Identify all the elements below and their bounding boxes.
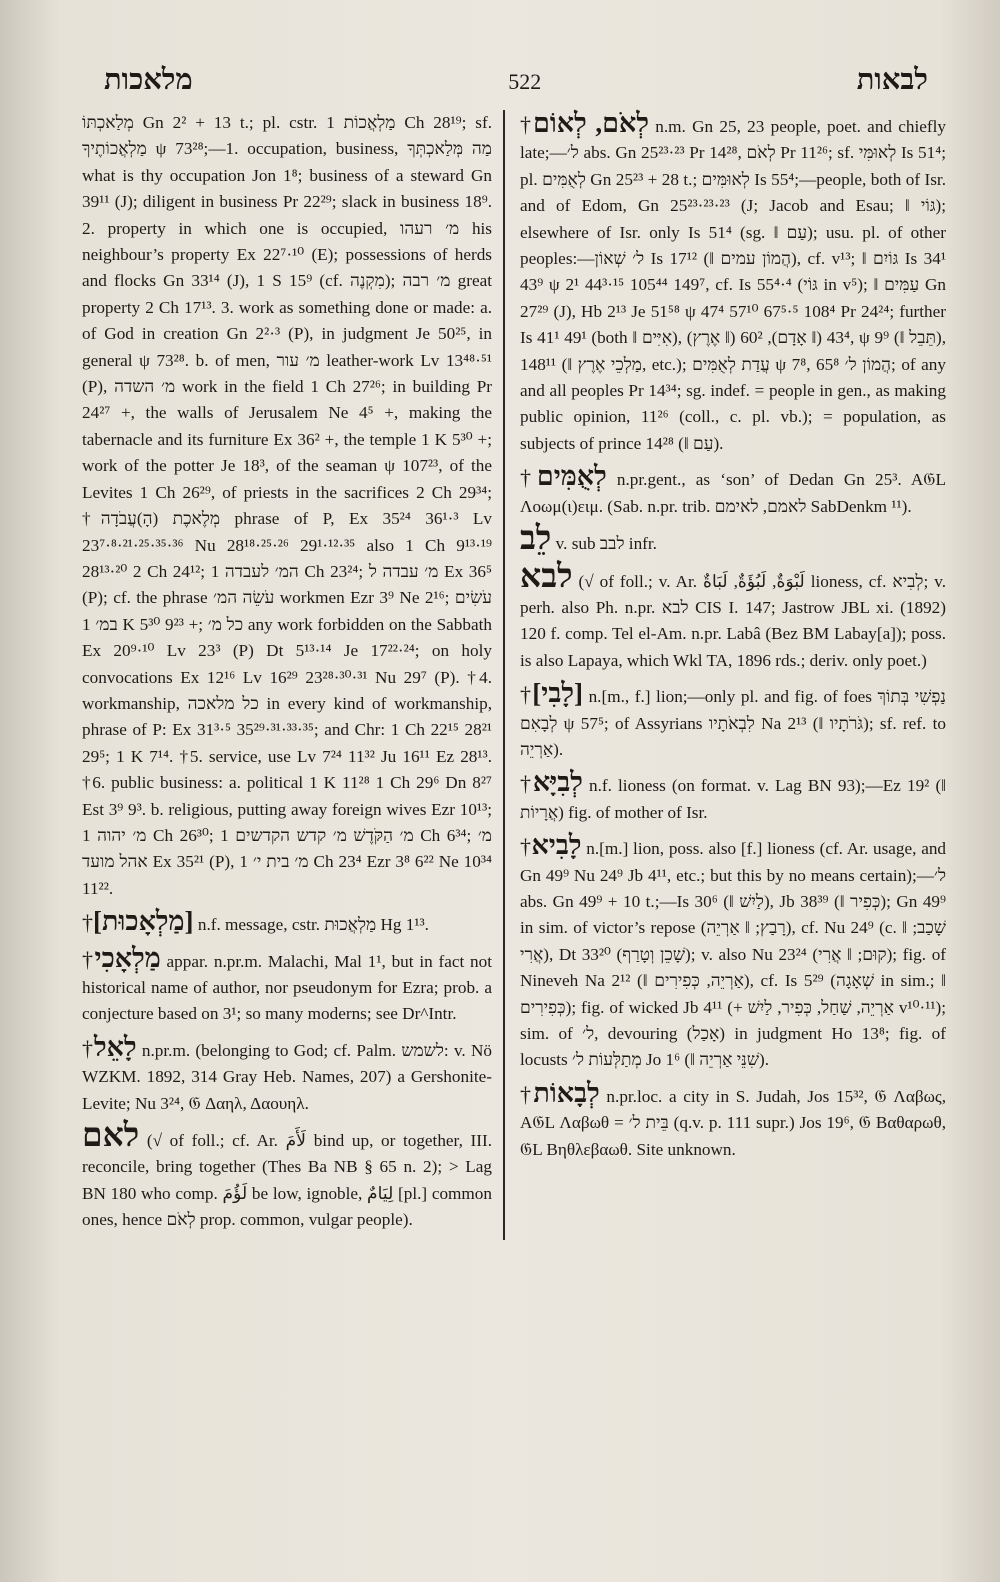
entry-lemma: לָאֵל — [94, 1031, 137, 1062]
dictionary-entry — [520, 1077, 947, 1163]
dictionary-entry — [82, 1031, 493, 1117]
dictionary-entry — [520, 680, 946, 763]
dictionary-entry — [82, 942, 492, 1028]
right-headword: לבאות — [856, 64, 928, 96]
dictionary-entry — [520, 558, 946, 675]
entry-lemma: [מַלְאָכוּת] — [93, 906, 194, 937]
entry-lemma: לאם — [82, 1118, 140, 1155]
dagger-mark: † — [520, 465, 537, 491]
dagger-mark: † — [520, 771, 533, 797]
entry-text: (√ of foll.; cf. Ar. لَأَمَ bind up, or together, III. reconcile, bring together (Thes Ba NB § 65 n. 2); > Lag BN 180 who comp. لَؤُمَ be low, ignoble, لِيَامٌ [pl.] common ones, hence לְאֹם prop. common, vulgar people). — [82, 1131, 492, 1230]
dagger-mark: † — [520, 112, 533, 137]
entry-lemma: לְבָאוֹת — [533, 1077, 600, 1108]
entry-text: n.pr.loc. a city in S. Judah, Jos 15³², 𝔊 Λαβως, A𝔊L Λαβωθ = בֵּית ל׳ (q.v. p. 111 supr.) Jos 19⁶, 𝔊 Βαθαρωθ, 𝔊L Βηθλεβαωθ. Site unknown. — [520, 1086, 947, 1159]
dictionary-entry — [520, 832, 946, 1074]
dagger-mark: † — [520, 1081, 534, 1107]
dictionary-entry — [520, 463, 946, 520]
dictionary-entry — [520, 521, 946, 558]
column-rule — [503, 110, 505, 1240]
entry-text: n.pr.m. (belonging to God; cf. Palm. לשמש: v. Nö WZKM. 1892, 314 Gray Heb. Names, 207) a Gershonite-Levite; Nu 3²⁴, 𝔊 Δαηλ, Δαουηλ. — [82, 1040, 493, 1113]
entry-lemma: [לָבִי] — [532, 678, 584, 709]
entry-text: n.[m.] lion, poss. also [f.] lioness (cf. Ar. usage, and Gn 49⁹ Nu 24⁹ Jb 4¹¹, etc.; but this by no means certain);—ל׳ abs. Gn 49⁹ + 10 t.;—Is 30⁶ (‖ לַיִשׁ), Jb 38³⁹ (‖ כְּפִיר); Gn 49⁹ in sim. of victor’s repose (רָבַץ; ‖ אַרְיֵה), cf. Nu 24⁹ (c. שָׁכַב; ‖ אֲרִי), Dt 33²⁰ (שָׁכֵן וְטָרַף); v. also Nu 23²⁴ (קוּם; ‖ אֲרִי); fig. of Nineveh Na 2¹² (‖ אַרְיֵה, כְּפִירִים), cf. Is 5²⁹ (שְׁאָגָה in sim.; ‖ כְּפִירִים); fig. of wicked Jb 4¹¹ (+ אַרְיֵה, שַׁחַל, כְּפִיר, לַיִשׁ v¹⁰·¹¹); sim. of ל׳, devouring (אָכַל) in judgment Ho 13⁸; fig. of locusts מְתַלְּעוֹת ל׳ Jo 1⁶ (‖ שִׁנֵּי אַרְיֵה). — [520, 839, 947, 1070]
entry-text: n.f. lioness (on format. v. Lag BN 93);—Ez 19² (‖ אֲרָיוֹת) fig. of mother of Isr. — [520, 776, 946, 822]
dagger-mark: † — [82, 1035, 94, 1061]
entry-text: מְלַאכְתּוֹ Gn 2² + 13 t.; pl. cstr. מַלְאֲכוֹת 1 Ch 28¹⁹; sf. מַלְאֲכוֹתֶיךָ ψ 73²⁸;—1. occupation, business, מַה מְּלַאכְתְּךָ what is thy occupation Jon 1⁸; business of a steward Gn 39¹¹ (J); diligent in business Pr 22²⁹; slack in business 18⁹. 2. property in which one is occupied, מ׳ רעהו his neighbour’s property Ex 22⁷·¹⁰ (E); possessions of herds and flocks Gn 33¹⁴ (J), 1 S 15⁹ (cf. מִקְנֶה); מ׳ רבה great property 2 Ch 17¹³. 3. work as something done or made: a. of God in creation Gn 2²·³ (P), in judgment Je 50²⁵, in general ψ 73²⁸. b. of men, מ׳ עור leather-work Lv 13⁴⁸·⁵¹ (P), מ׳ השדה work in the field 1 Ch 27²⁶; in building Pr 24²⁷ +, the walls of Jerusalem Ne 4⁵ +, making the tabernacle and its furniture Ex 36² +, the temple 1 K 5³⁰ +; work of the potter Je 18³, of the seaman ψ 107²³, of the Levites 1 Ch 26²⁹, of priests in the sacrifices 2 Ch 29³⁴; †מְלֶאכֶת (הָ)עֲבֹדָה phrase of P, Ex 35²⁴ 36¹·³ Lv 23⁷·⁸·²¹·²⁵·³⁵·³⁶ Nu 28¹⁸·²⁵·²⁶ 29¹·¹²·³⁵ also 1 Ch 9¹³·¹⁹ 28¹³·²⁰ 2 Ch 24¹²; המ׳ לעבדה 1 Ch 23²⁴; מ׳ עבדה ל Ex 36⁵ (P); cf. the phrase עֹשֵׂה המ׳ workmen Ezr 3⁹ Ne 2¹⁶; עֹשִׂים במ׳ 1 K 5³⁰ 9²³ +; כל מ׳ any work forbidden on the Sabbath Ex 20⁹·¹⁰ Lv 23³ (P) Dt 5¹³·¹⁴ Je 17²²·²⁴; on holy convocations Ex 12¹⁶ Lv 16²⁹ 23²⁸·³⁰·³¹ Nu 29⁷ (P). †4. workmanship, כל מלאכה in every kind of workmanship, phrase of P: Ex 31³·⁵ 35²⁹·³¹·³³·³⁵; and Chr: 1 Ch 22¹⁵ 28²¹ 29⁵; 1 K 7¹⁴. †5. service, use Lv 7²⁴ 11³² Ju 16¹¹ Ez 28¹³. †6. public business: a. political 1 K 11²⁸ 1 Ch 29⁶ Dn 8²⁷ Est 3⁹ 9³. b. religious, putting away foreign wives Ezr 10¹³; מ׳ יהוה 1 Ch 26³⁰; מ׳ הַקֹּדֶשׁ מ׳ קדש הקדשים 1 Ch 6³⁴; מ׳ אהל מועד Ex 35²¹ (P), מ׳ בית י׳ 1 Ch 23⁴ Ezr 3⁸ 6²² Ne 10³⁴ 11²². — [82, 113, 493, 898]
entry-text: n.f. message, cstr. מַלְאֲכוּת Hg 1¹³. — [193, 915, 429, 935]
two-column-body — [82, 110, 950, 1240]
entry-lemma: לְאֻמִּים — [536, 461, 607, 492]
entry-text: appar. n.pr.m. Malachi, Mal 1¹, but in fact not historical name of author, nor pseudonym for Ezra; prob. a conjecture based on 3¹; so many moderns; see Dr^Intr. — [82, 951, 492, 1024]
entry-lemma: לֵב — [520, 521, 552, 558]
dictionary-entry — [520, 110, 946, 457]
dictionary-entry — [82, 1118, 492, 1234]
page-number: 522 — [508, 69, 542, 94]
entry-text: (√ of foll.; v. Ar. لَبْوَةٌ, لَبُؤَةٌ, لَبَاةٌ lioness, cf. לְבִיא; v. perh. also Ph. n.pr. לבא CIS I. 147; Jastrow JBL xi. (1892) 120 f. comp. Tel el-Am. n.pr. Labâ (Bez BM Labay[a]); poss. is also Lapaya, which Wkl TA, 1896 rds.; deriv. only poet.) — [520, 571, 946, 670]
entry-lemma: מַלְאָכִי — [94, 942, 161, 973]
entry-text: n.[m., f.] lion;—only pl. and fig. of foes נַפְשִׁי בְּתוֹךְ לְבָאִם ψ 57⁵; of Assyrians לִבְאֹתָיו Na 2¹³ (‖ גֹּרֹתָיו); sf. ref. to אַרְיֵה). — [520, 687, 946, 759]
left-headword: מלאכות — [104, 64, 193, 96]
dagger-mark: † — [82, 910, 93, 936]
entry-lemma: לְאֹם, לְאוֹם — [532, 108, 650, 138]
entry-text: v. sub לבב infr. — [551, 534, 657, 554]
entry-lemma: לבא — [520, 558, 573, 595]
left-column — [82, 110, 506, 1240]
entry-text: n.pr.gent., as ‘son’ of Dedan Gn 25³. A𝔊L Λοωμ(ι)ειμ. (Sab. n.pr. trib. לאמם, לאימם SabDenkm ¹¹). — [520, 470, 947, 516]
entry-lemma: לָבִיא — [531, 830, 582, 861]
entry-continuation — [82, 110, 492, 902]
dagger-mark: † — [520, 682, 533, 708]
dictionary-entry — [82, 908, 492, 938]
entry-lemma: לְבִיָּא — [532, 767, 583, 798]
running-head — [82, 64, 950, 106]
dagger-mark: † — [82, 946, 95, 972]
dagger-mark: † — [520, 834, 532, 860]
dictionary-entry — [520, 769, 946, 826]
entry-text: n.m. Gn 25, 23 people, poet. and chiefly late;—ל׳ abs. Gn 25²³·²³ Pr 14²⁸, לְאֹם Pr 11²⁶; sf. לְאוּמִּי Is 51⁴; pl. לְאֻמִּים Gn 25²³ + 28 t.; לְאוּמִּים Is 55⁴;—people, both of Isr. and of Edom, Gn 25²³·²³·²³ (J; Jacob and Esau; ‖ גּוֹי); elsewhere of Isr. only Is 51⁴ (sg. ‖ עַם); usu. pl. of other peoples:—ל׳ שְׁאוֹן Is 17¹² (‖ הֲמוֹן עמים), cf. v¹³; ‖ גּוֹיִם Is 34¹ 43⁹ ψ 2¹ 44³·¹⁵ 105⁴⁴ 149⁷, cf. Is 55⁴·⁴ (גּוֹי in v⁵); ‖ עַמִּים Gn 27²⁹ (J), Hb 2¹³ Je 51⁵⁸ ψ 47⁴ 57¹⁰ 67⁵·⁵ 108⁴ Pr 24²⁴; further Is 41¹ 49¹ (both ‖ אִיִּים), 43⁴ (‖ אָדָם), 60² (‖ אֶרֶץ), ψ 9⁹ (‖ תֵּבֵל), 148¹¹ (‖ מַלְכֵי אֶרֶץ, etc.); עֲדַת לְאֻמִּים ψ 7⁸, הֲמוֹן ל׳ 65⁸; of any and all peoples Pr 14³⁴; sg. indef. = people in gen., as making public opinion, 11²⁶ (coll., c. pl. vb.); = population, as subjects of prince 14²⁸ (‖ עַם). — [520, 117, 946, 453]
right-column — [506, 110, 946, 1240]
